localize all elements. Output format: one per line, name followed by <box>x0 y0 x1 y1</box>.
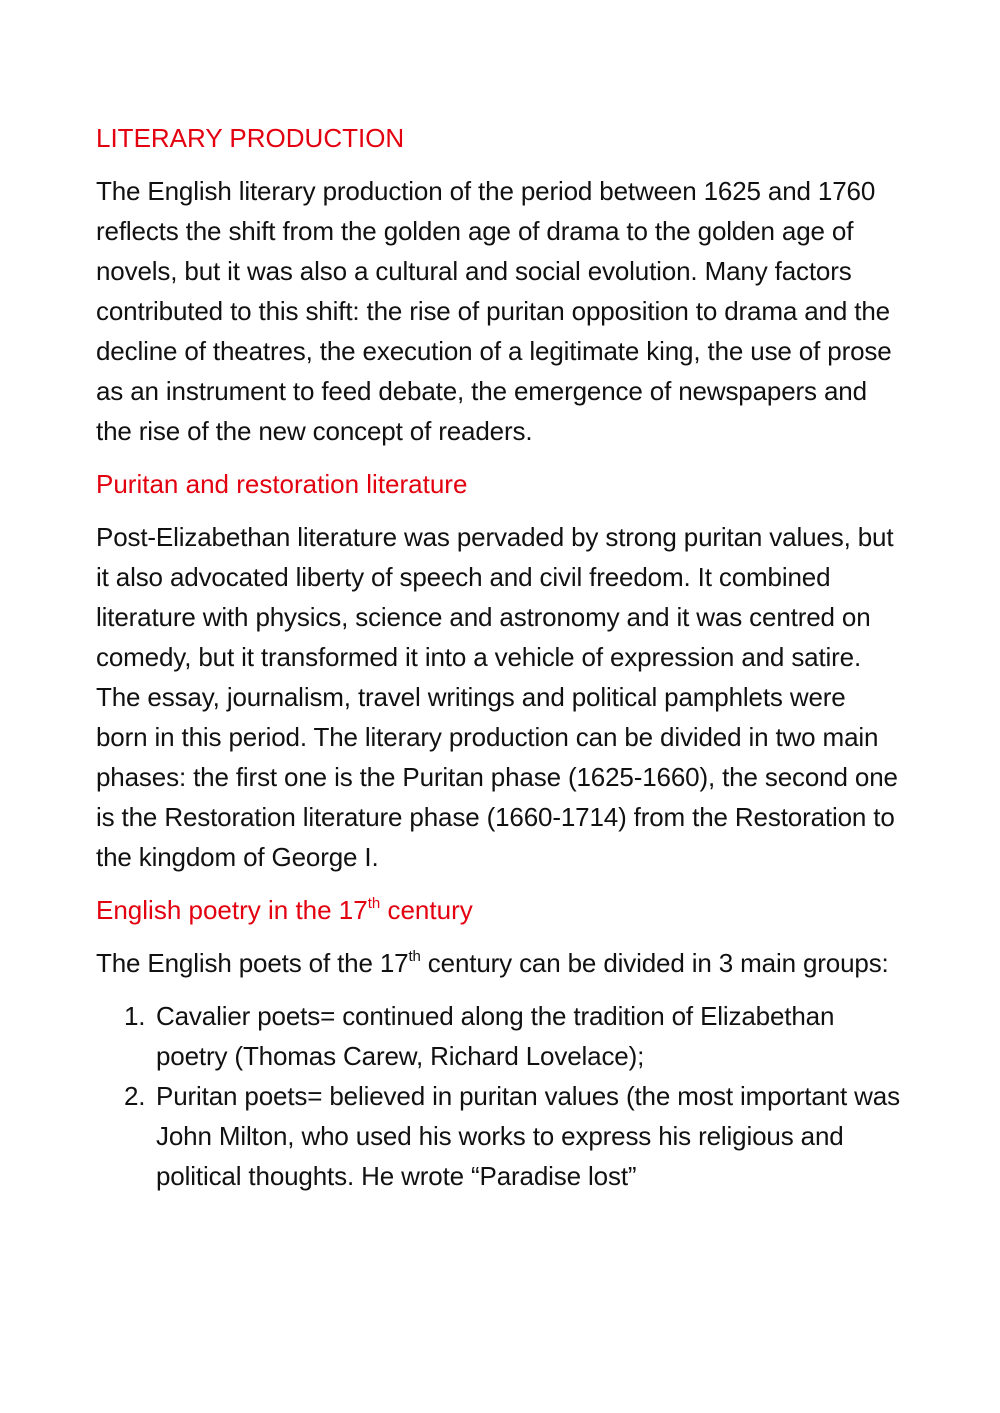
intro-text-end: century can be divided in 3 main groups: <box>420 948 889 978</box>
list-item <box>96 1076 904 1196</box>
section-heading-literary-production: LITERARY PRODUCTION <box>96 123 405 153</box>
poets-groups-list <box>96 996 904 1196</box>
list-item-number: 1. <box>124 1001 146 1031</box>
paragraph-puritan-restoration: Post-Elizabethan literature was pervaded by strong puritan values, but it also advocated liberty of speech and civil freedom. It combined literature with physics, science and astronomy and it was centred on comedy, but it transformed it into a vehicle of expression and satire. The essay, journalism, travel writings and political pamphlets were born in this period. The literary production can be divided in two main phases: the first one is the Puritan phase (1625-1660), the second one is the Restoration literature phase (1660-1714) from the Restoration to the kingdom of George I. <box>96 522 898 872</box>
list-item-number: 2. <box>124 1081 146 1111</box>
intro-text-start: The English poets of the 17 <box>96 948 409 978</box>
paragraph-literary-production: The English literary production of the period between 1625 and 1760 reflects the shift from the golden age of drama to the golden age of novels, but it was also a cultural and social evolution. Many factors contributed to this shift: the rise of puritan opposition to drama and the decline of theatres, the execution of a legitimate king, the use of prose as an instrument to feed debate, the emergence of newspapers and the rise of the new concept of readers. <box>96 176 892 446</box>
heading-text-end: century <box>380 895 473 925</box>
heading-superscript: th <box>367 895 381 912</box>
list-item-text: Puritan poets= believed in puritan values (the most important was John Milton, who used his works to express his religious and political thoughts. He wrote “Paradise lost” <box>156 1081 900 1191</box>
intro-superscript: th <box>408 948 421 965</box>
document-page <box>96 118 904 1196</box>
section-heading-puritan-restoration: Puritan and restoration literature <box>96 469 468 499</box>
section-heading-english-poetry <box>96 890 904 930</box>
paragraph-poets-intro <box>96 943 904 983</box>
heading-text-start: English poetry in the 17 <box>96 895 368 925</box>
list-item-text: Cavalier poets= continued along the tradition of Elizabethan poetry (Thomas Carew, Richard Lovelace); <box>156 1001 835 1071</box>
list-item <box>96 996 904 1076</box>
